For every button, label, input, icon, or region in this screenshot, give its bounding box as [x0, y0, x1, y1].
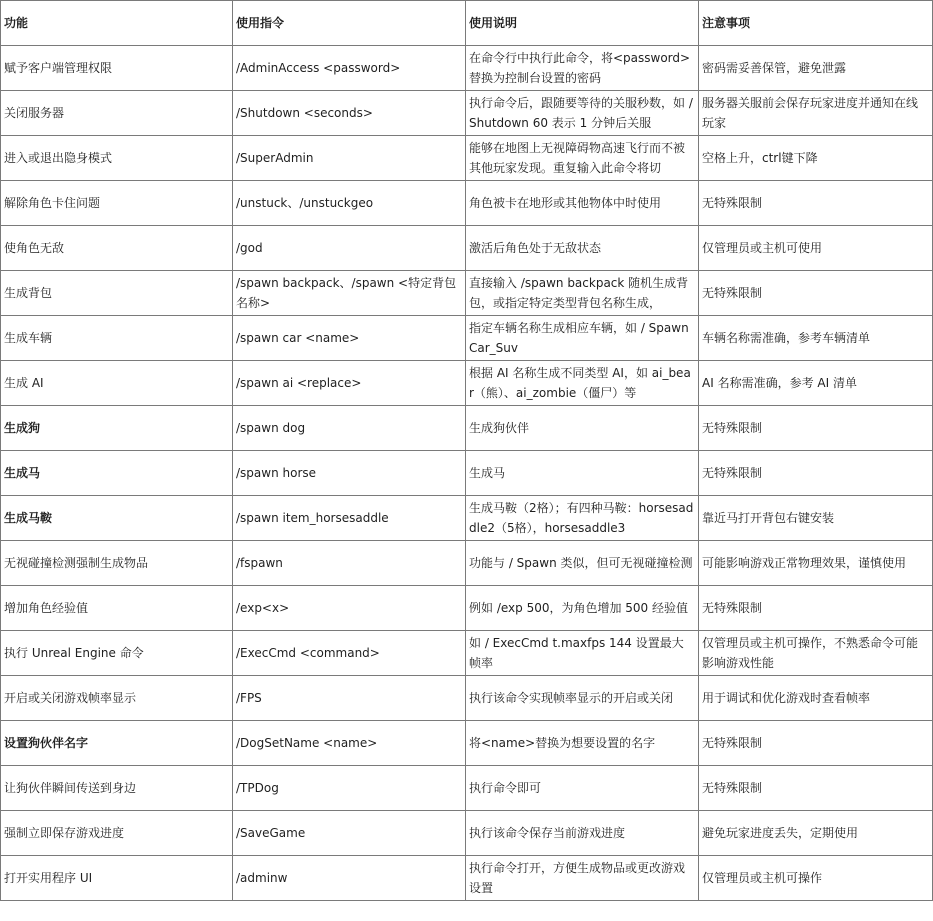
cell-command-text: /spawn horse [236, 466, 317, 480]
cell-command-text: /exp<x> [236, 601, 290, 615]
cell-command [233, 766, 466, 811]
cell-usage [466, 676, 699, 721]
cell-function-text: 增加角色经验值 [4, 601, 89, 615]
cell-notes [699, 46, 933, 91]
cell-notes [699, 451, 933, 496]
cell-usage-text: 功能与 / Spawn 类似，但可无视碰撞检测 [469, 556, 693, 570]
cell-notes-text: 车辆名称需准确，参考车辆清单 [702, 331, 871, 345]
table-row [1, 136, 933, 181]
table-row [1, 586, 933, 631]
cell-usage-text: 根据 AI 名称生成不同类型 AI，如 ai_bear（熊）、ai_zombie（僵尸）等 [469, 366, 691, 400]
cell-function [1, 766, 233, 811]
cell-function-text: 设置狗伙伴名字 [4, 736, 89, 750]
table-row [1, 361, 933, 406]
cell-command-text: /FPS [236, 691, 262, 705]
cell-function-text: 执行 Unreal Engine 命令 [4, 646, 144, 660]
cell-function [1, 721, 233, 766]
cell-function [1, 271, 233, 316]
cell-usage-text: 将<name>替换为想要设置的名字 [469, 736, 656, 750]
cell-usage [466, 586, 699, 631]
cell-notes [699, 226, 933, 271]
cell-function-text: 开启或关闭游戏帧率显示 [4, 691, 137, 705]
cell-command-text: /spawn car <name> [236, 331, 360, 345]
cell-usage [466, 361, 699, 406]
cell-notes-text: AI 名称需准确，参考 AI 清单 [702, 376, 857, 390]
cell-notes [699, 766, 933, 811]
table-row [1, 721, 933, 766]
cell-function-text: 关闭服务器 [4, 106, 65, 120]
cell-usage [466, 316, 699, 361]
cell-usage [466, 811, 699, 856]
cell-notes-text: 服务器关服前会保存玩家进度并通知在线玩家 [702, 96, 919, 130]
cell-usage [466, 766, 699, 811]
cell-notes-text: 仅管理员或主机可操作，不熟悉命令可能影响游戏性能 [702, 636, 919, 670]
table-row [1, 496, 933, 541]
cell-usage [466, 496, 699, 541]
cell-command [233, 496, 466, 541]
cell-usage [466, 856, 699, 901]
table-row [1, 271, 933, 316]
table-row [1, 226, 933, 271]
cell-command-text: /spawn ai <replace> [236, 376, 362, 390]
cell-function-text: 让狗伙伴瞬间传送到身边 [4, 781, 137, 795]
table-row [1, 766, 933, 811]
cell-notes-text: 无特殊限制 [702, 421, 763, 435]
cell-command [233, 451, 466, 496]
cell-command [233, 316, 466, 361]
cell-notes [699, 721, 933, 766]
cell-command [233, 46, 466, 91]
table-body [1, 46, 933, 901]
cell-notes [699, 631, 933, 676]
cell-notes [699, 496, 933, 541]
cell-command-text: /AdminAccess <password> [236, 61, 401, 75]
cell-usage-text: 执行命令后，跟随要等待的关服秒数，如 / Shutdown 60 表示 1 分钟后关服 [469, 96, 693, 130]
cell-notes [699, 586, 933, 631]
cell-function [1, 451, 233, 496]
cell-usage [466, 631, 699, 676]
cell-notes-text: 仅管理员或主机可使用 [702, 241, 823, 255]
cell-notes-text: 无特殊限制 [702, 601, 763, 615]
cell-function-text: 强制立即保存游戏进度 [4, 826, 125, 840]
table-header-row [1, 1, 933, 46]
cell-usage [466, 271, 699, 316]
cell-function [1, 631, 233, 676]
cell-command-text: /spawn backpack、/spawn <特定背包名称> [236, 276, 457, 310]
cell-usage [466, 541, 699, 586]
cell-function [1, 181, 233, 226]
cell-function [1, 586, 233, 631]
cell-notes-text: 密码需妥善保管，避免泄露 [702, 61, 847, 75]
cell-function-text: 生成狗 [4, 421, 41, 435]
cell-function [1, 91, 233, 136]
table-row [1, 451, 933, 496]
table-row [1, 316, 933, 361]
cell-function-text: 解除角色卡住问题 [4, 196, 101, 210]
cell-command [233, 181, 466, 226]
table-row [1, 541, 933, 586]
cell-notes [699, 181, 933, 226]
header-command: 使用指令 [233, 1, 466, 46]
cell-notes-text: 可能影响游戏正常物理效果，谨慎使用 [702, 556, 907, 570]
cell-notes [699, 856, 933, 901]
cell-notes [699, 406, 933, 451]
cell-notes-text: 仅管理员或主机可操作 [702, 871, 823, 885]
cell-notes-text: 无特殊限制 [702, 286, 763, 300]
cell-command-text: /unstuck、/unstuckgeo [236, 196, 374, 210]
cell-command-text: /ExecCmd <command> [236, 646, 380, 660]
cell-command [233, 586, 466, 631]
header-notes: 注意事项 [699, 1, 933, 46]
cell-command-text: /fspawn [236, 556, 283, 570]
cell-usage [466, 46, 699, 91]
cell-function-text: 打开实用程序 UI [4, 871, 93, 885]
cell-function-text: 生成马 [4, 466, 41, 480]
cell-usage [466, 406, 699, 451]
cell-command [233, 136, 466, 181]
cell-notes [699, 811, 933, 856]
cell-function-text: 无视碰撞检测强制生成物品 [4, 556, 149, 570]
cell-command [233, 271, 466, 316]
cell-function [1, 406, 233, 451]
cell-function [1, 46, 233, 91]
cell-usage [466, 136, 699, 181]
cell-function-text: 生成马鞍 [4, 511, 53, 525]
header-usage: 使用说明 [466, 1, 699, 46]
cell-command [233, 676, 466, 721]
cell-function [1, 316, 233, 361]
cell-usage-text: 例如 /exp 500，为角色增加 500 经验值 [469, 601, 689, 615]
cell-command-text: /spawn dog [236, 421, 306, 435]
cell-function [1, 226, 233, 271]
cell-function-text: 生成背包 [4, 286, 53, 300]
table-row [1, 181, 933, 226]
cell-usage-text: 生成狗伙伴 [469, 421, 530, 435]
cell-notes-text: 无特殊限制 [702, 196, 763, 210]
cell-usage-text: 角色被卡在地形或其他物体中时使用 [469, 196, 662, 210]
table-row [1, 811, 933, 856]
table-row [1, 46, 933, 91]
cell-usage-text: 激活后角色处于无敌状态 [469, 241, 602, 255]
cell-usage-text: 执行该命令保存当前游戏进度 [469, 826, 626, 840]
cell-function [1, 496, 233, 541]
cell-notes-text: 用于调试和优化游戏时查看帧率 [702, 691, 871, 705]
cell-command [233, 811, 466, 856]
cell-command [233, 91, 466, 136]
cell-usage-text: 指定车辆名称生成相应车辆，如 / Spawn Car_Suv [469, 321, 689, 355]
cell-command-text: /adminw [236, 871, 288, 885]
cell-usage [466, 451, 699, 496]
cell-command [233, 721, 466, 766]
cell-command-text: /TPDog [236, 781, 279, 795]
cell-function [1, 361, 233, 406]
cell-function-text: 生成 AI [4, 376, 44, 390]
cell-command [233, 631, 466, 676]
cell-usage-text: 执行该命令实现帧率显示的开启或关闭 [469, 691, 674, 705]
cell-notes-text: 靠近马打开背包右键安装 [702, 511, 835, 525]
cell-usage [466, 91, 699, 136]
table-row [1, 676, 933, 721]
cell-notes-text: 避免玩家进度丢失，定期使用 [702, 826, 859, 840]
cell-command-text: /DogSetName <name> [236, 736, 378, 750]
cell-usage-text: 能够在地图上无视障碍物高速飞行而不被其他玩家发现。重复输入此命令将切 [469, 141, 686, 175]
cell-notes [699, 91, 933, 136]
cell-usage-text: 执行命令即可 [469, 781, 542, 795]
cell-command [233, 856, 466, 901]
cell-notes [699, 676, 933, 721]
cell-notes [699, 271, 933, 316]
cell-command-text: /SuperAdmin [236, 151, 314, 165]
cell-function [1, 811, 233, 856]
header-function: 功能 [1, 1, 233, 46]
cell-function [1, 676, 233, 721]
cell-function [1, 541, 233, 586]
cell-command [233, 226, 466, 271]
table-row [1, 406, 933, 451]
cell-notes [699, 136, 933, 181]
cell-notes [699, 361, 933, 406]
cell-notes-text: 空格上升，ctrl键下降 [702, 151, 818, 165]
cell-usage-text: 直接输入 /spawn backpack 随机生成背包，或指定特定类型背包名称生成， [469, 276, 689, 310]
cell-command [233, 406, 466, 451]
cell-command [233, 361, 466, 406]
cell-usage [466, 181, 699, 226]
cell-notes-text: 无特殊限制 [702, 781, 763, 795]
cell-command-text: /spawn item_horsesaddle [236, 511, 389, 525]
cell-command-text: /Shutdown <seconds> [236, 106, 373, 120]
cell-usage-text: 如 / ExecCmd t.maxfps 144 设置最大帧率 [469, 636, 684, 670]
cell-notes [699, 316, 933, 361]
cell-usage-text: 执行命令打开，方便生成物品或更改游戏设置 [469, 861, 686, 895]
cell-usage-text: 生成马 [469, 466, 506, 480]
cell-function [1, 136, 233, 181]
table-row [1, 631, 933, 676]
cell-usage [466, 721, 699, 766]
cell-function-text: 进入或退出隐身模式 [4, 151, 113, 165]
cell-function-text: 赋予客户端管理权限 [4, 61, 113, 75]
cell-usage [466, 226, 699, 271]
cell-notes [699, 541, 933, 586]
table-row [1, 91, 933, 136]
cell-command-text: /god [236, 241, 263, 255]
table-row [1, 856, 933, 901]
cell-function-text: 生成车辆 [4, 331, 53, 345]
cell-command-text: /SaveGame [236, 826, 306, 840]
cell-function [1, 856, 233, 901]
cell-usage-text: 生成马鞍（2格）；有四种马鞍：horsesaddle2（5格），horsesaddle3 [469, 501, 694, 535]
cell-notes-text: 无特殊限制 [702, 466, 763, 480]
cell-notes-text: 无特殊限制 [702, 736, 763, 750]
cell-usage-text: 在命令行中执行此命令，将<password>替换为控制台设置的密码 [469, 51, 691, 85]
cell-command [233, 541, 466, 586]
cell-function-text: 使角色无敌 [4, 241, 65, 255]
